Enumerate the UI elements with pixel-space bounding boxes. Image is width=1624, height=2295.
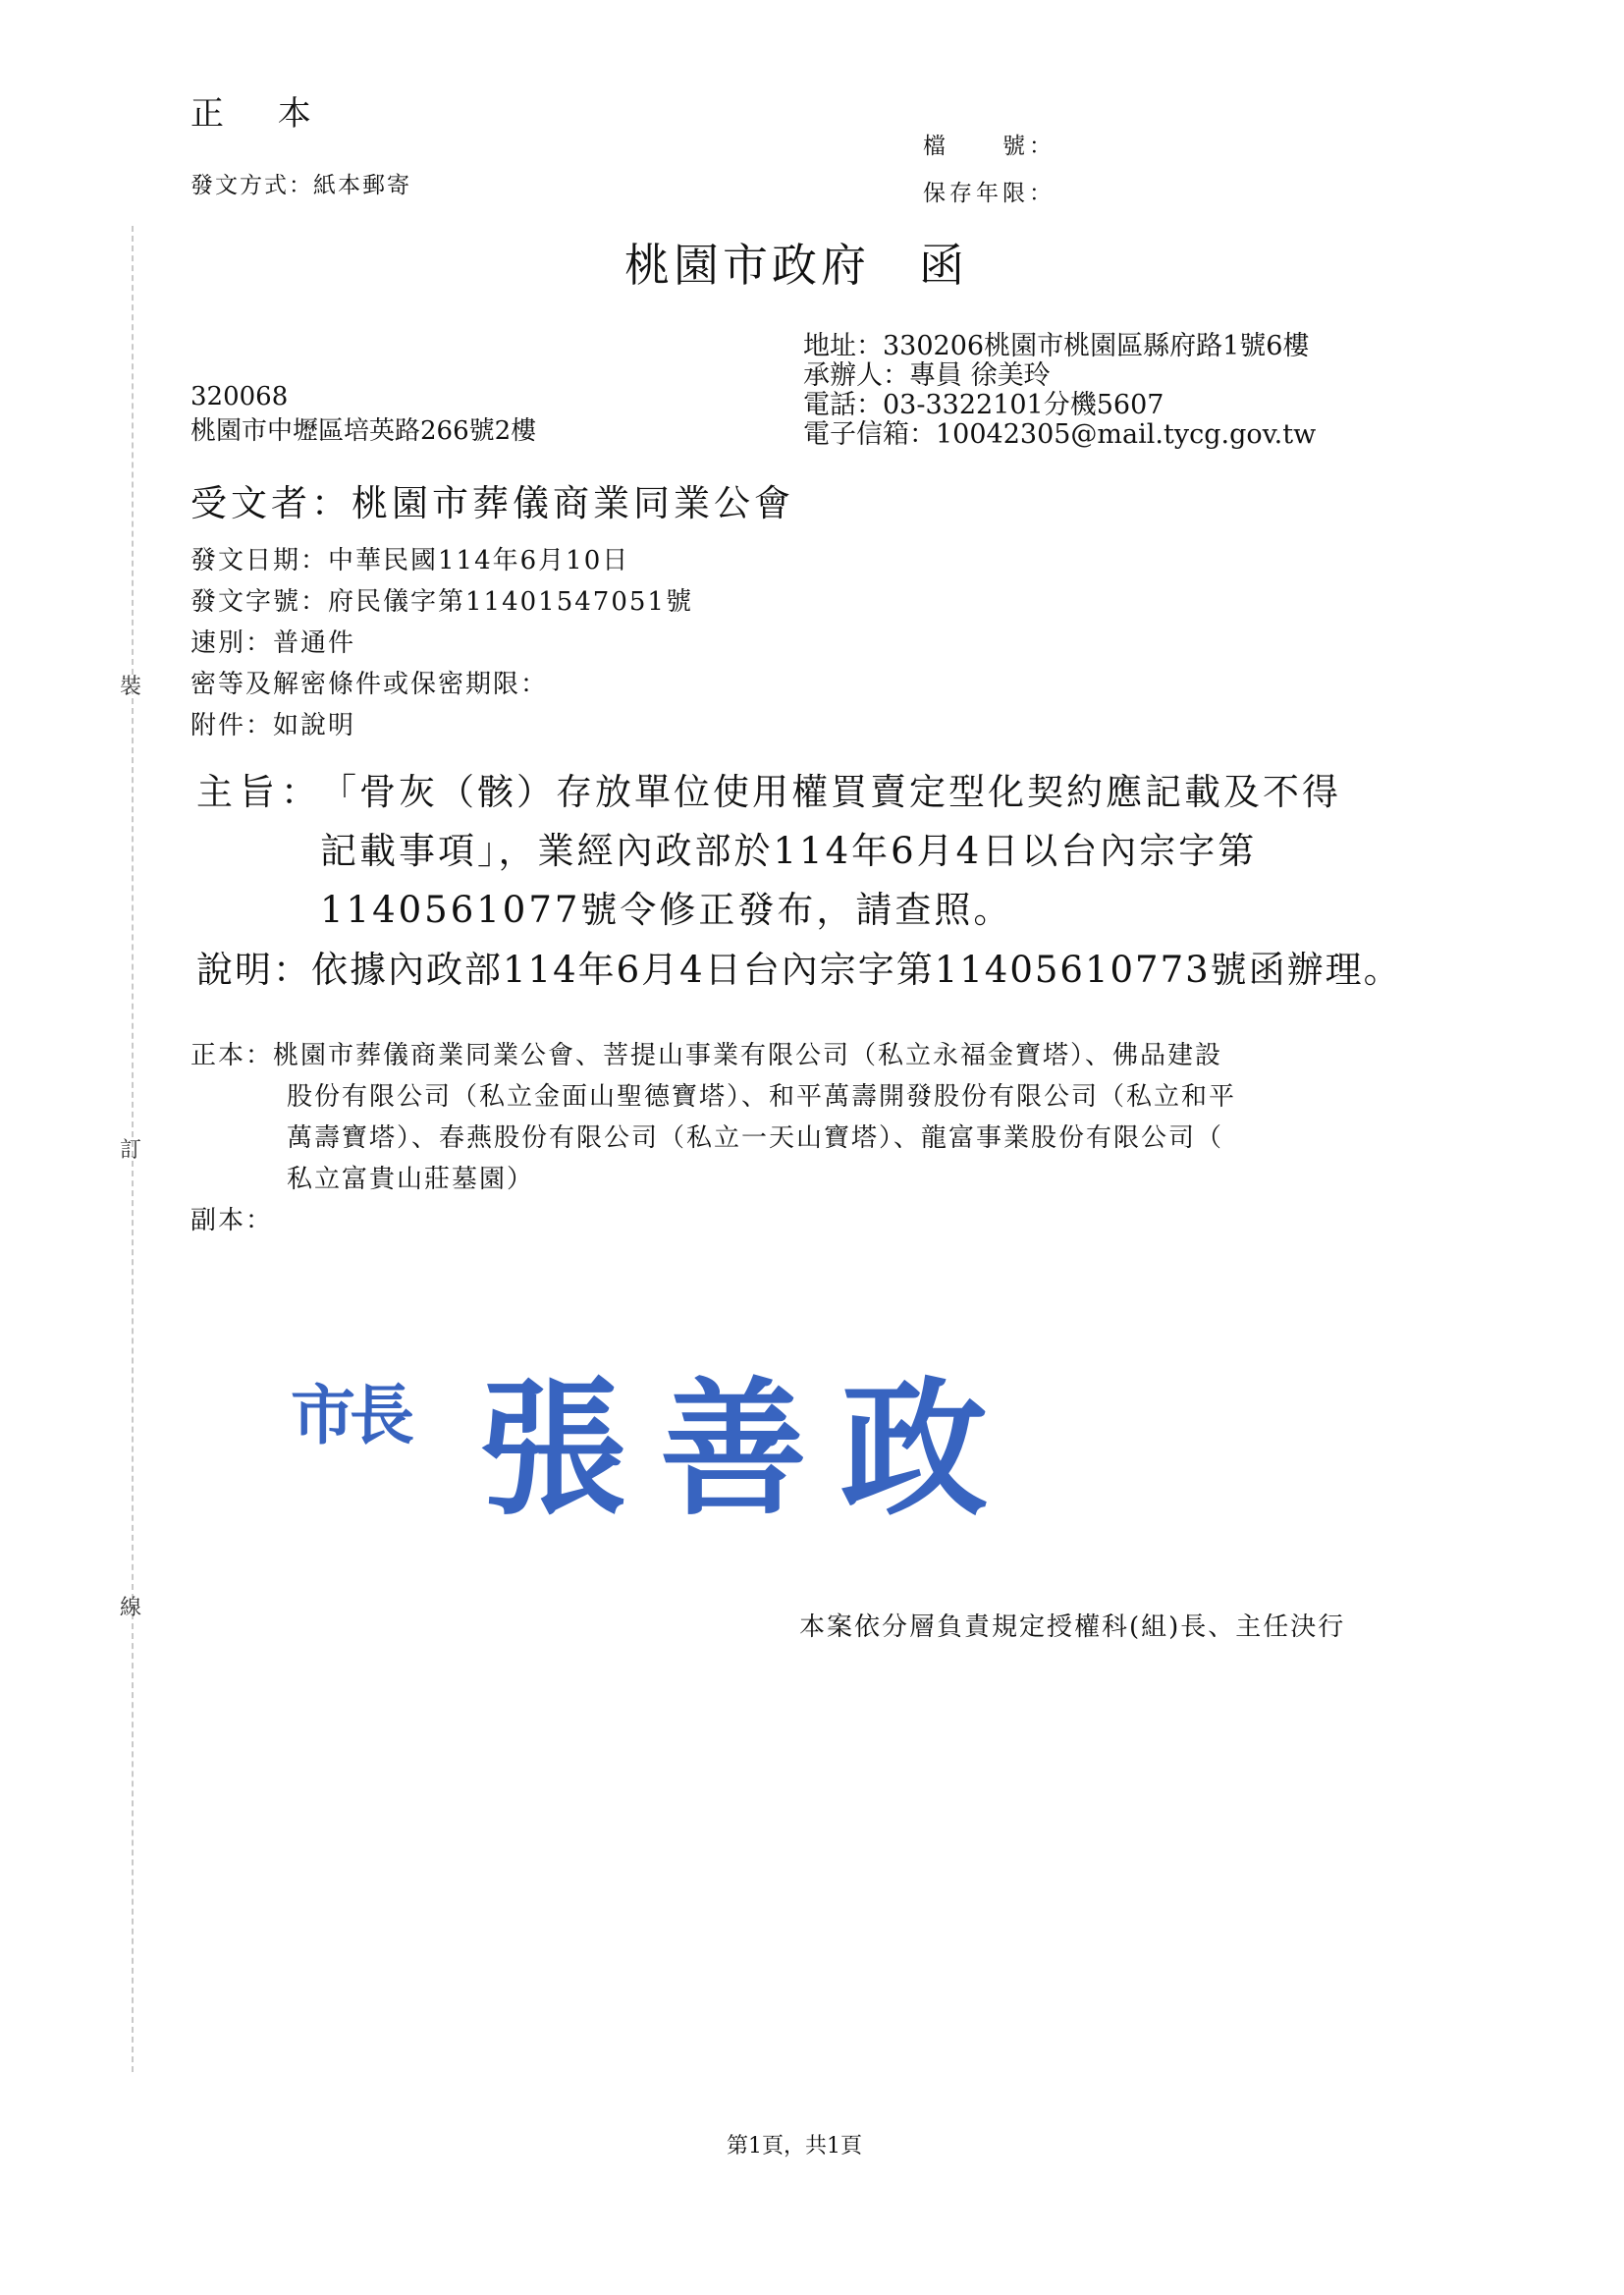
recipient: 受文者：桃園市葬儀商業同業公會: [190, 482, 794, 524]
mayor-title-stamp: 市長: [291, 1377, 408, 1453]
attachment: 附件：如說明: [190, 711, 356, 740]
document-number: 發文字號：府民儀字第11401547051號: [190, 587, 693, 617]
sender-address: 地址：330206桃園市桃園區縣府路1號6樓: [803, 331, 1310, 361]
original-recipients-line-1: 正本：桃園市葬儀商業同業公會、菩提山事業有限公司（私立永福金寶塔）、佛品建設: [190, 1041, 1223, 1070]
original-recipients-line-2: 股份有限公司（私立金面山聖德寶塔）、和平萬壽開發股份有限公司（私立和平: [287, 1082, 1237, 1112]
issue-date: 發文日期：中華民國114年6月10日: [190, 546, 630, 575]
subject-line-3: 1140561077號令修正發布，請查照。: [320, 889, 1013, 931]
mayor-name-stamp: 張善政: [479, 1363, 1022, 1536]
original-recipients-line-3: 萬壽寶塔）、春燕股份有限公司（私立一天山寶塔）、龍富事業股份有限公司（: [287, 1123, 1224, 1153]
sender-email: 電子信箱：10042305@mail.tycg.gov.tw: [803, 419, 1317, 450]
document-title: 桃園市政府 函: [624, 239, 968, 292]
file-number: 檔 號：: [923, 134, 1056, 159]
sender-phone: 電話：03-3322101分機5607: [803, 390, 1164, 420]
subject-label: 主旨：: [196, 771, 323, 813]
sender-contact: 承辦人：專員 徐美玲: [803, 360, 1051, 391]
binding-mark-zhuang: 裝: [120, 675, 142, 699]
send-method: 發文方式：紙本郵寄: [190, 173, 411, 198]
original-recipients-line-4: 私立富貴山莊墓園）: [287, 1165, 535, 1194]
binding-mark-xian: 線: [120, 1596, 142, 1620]
recipient-postal-code: 320068: [190, 382, 289, 411]
subject-line-2: 記載事項」，業經內政部於114年6月4日以台內宗字第: [320, 830, 1258, 872]
delivery-speed: 速別：普通件: [190, 628, 356, 658]
page-number: 第1頁，共1頁: [727, 2134, 862, 2158]
description: 說明：依據內政部114年6月4日台內宗字第11405610773號函辦理。: [196, 949, 1402, 991]
secrecy-level: 密等及解密條件或保密期限：: [190, 670, 549, 699]
authorization-note: 本案依分層負責規定授權科(組)長、主任決行: [799, 1612, 1346, 1642]
subject-line-1: 「骨灰（骸）存放單位使用權買賣定型化契約應記載及不得: [320, 771, 1341, 813]
retention-period: 保存年限：: [923, 181, 1056, 206]
binding-mark-ding: 訂: [120, 1138, 142, 1163]
copy-recipients: 副本：: [190, 1206, 274, 1235]
recipient-street-address: 桃園市中壢區培英路266號2樓: [190, 416, 537, 446]
copy-label: 正 本: [190, 94, 333, 134]
